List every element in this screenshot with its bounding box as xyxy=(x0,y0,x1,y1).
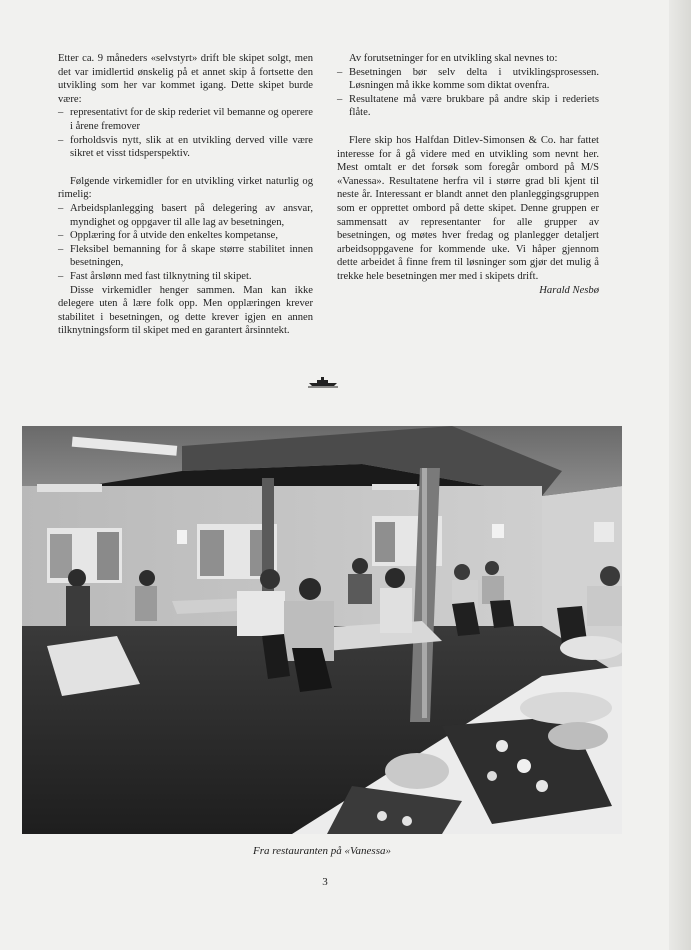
left-column xyxy=(58,52,313,338)
list-item: – Resultatene må være brukbare på andre skip i rederiets flåte. xyxy=(337,93,599,120)
right-column xyxy=(337,52,599,297)
left-list-2 xyxy=(58,202,313,284)
list-item: – representativt for de skip rederiet vil bemanne og operere i årene fremover xyxy=(58,106,313,133)
list-item: – Besetningen bør selv delta i utviklingsprosessen. Løsningen må ikke komme som diktat ovenfra. xyxy=(337,66,599,93)
right-list-1 xyxy=(337,66,599,120)
restaurant-photo xyxy=(22,426,622,834)
list-item: – Fast årslønn med fast tilknytning til skipet. xyxy=(58,270,313,284)
left-paragraph-1: Etter ca. 9 måneders «selvstyrt» drift ble skipet solgt, men det var imidlertid ønskelig på et annet skip å fortsette den utvikling som her var kommet igang. Dette skipet burde være: xyxy=(58,53,313,105)
list-item: – forholdsvis nytt, slik at en utvikling derved ville være sikret et visst tidsperspektiv. xyxy=(58,134,313,161)
left-list-1 xyxy=(58,106,313,160)
right-paragraph-2: Flere skip hos Halfdan Ditlev-Simonsen & Co. har fattet interesse for å gå videre med en utvikling som nevnt her. Mest omtalt er det forsøk som foregår ombord på M/S «Vanessa». Resultatene herfra vil i større grad bli kjent til neste år. Interessant er blandt annet den planleggingsgruppen som er opprettet ombord på dette skipet. Denne gruppen er sammensatt av representanter for alle grupper av besetningen, og møtes hver fredag og planlegger detaljert arbeidsoppgavene for kommende uke. Vi håper gjennom dette arbeidet å finne frem til løsninger som gjør det mulig å trekke hele besetningen mer med i skipets drift. xyxy=(337,134,599,282)
right-paragraph-1: Av forutsetninger for en utvikling skal nevnes to: xyxy=(349,53,558,64)
ship-icon xyxy=(308,374,338,388)
list-item: – Arbeidsplanlegging basert på delegering av ansvar, myndighet og oppgaver til alle lag av besetningen, xyxy=(58,202,313,229)
photo-caption: Fra restauranten på «Vanessa» xyxy=(252,845,391,857)
list-item: – Opplæring for å utvide den enkeltes kompetanse, xyxy=(58,229,313,243)
author-signature: Harald Nesbø xyxy=(539,284,599,296)
left-paragraph-3: Disse virkemidler henger sammen. Man kan ikke delegere uten å lære folk opp. Men opplæringen krever stabilitet i besetningen, og dette krever igjen en annen tilknytningsform til skipet med en garantert årsinntekt. xyxy=(58,284,313,337)
page-edge-shadow xyxy=(669,0,691,950)
page-number: 3 xyxy=(322,876,328,888)
left-paragraph-2: Følgende virkemidler for en utvikling virket naturlig og rimelig: xyxy=(58,175,313,201)
list-item: – Fleksibel bemanning for å skape større stabilitet innen besetningen, xyxy=(58,243,313,270)
